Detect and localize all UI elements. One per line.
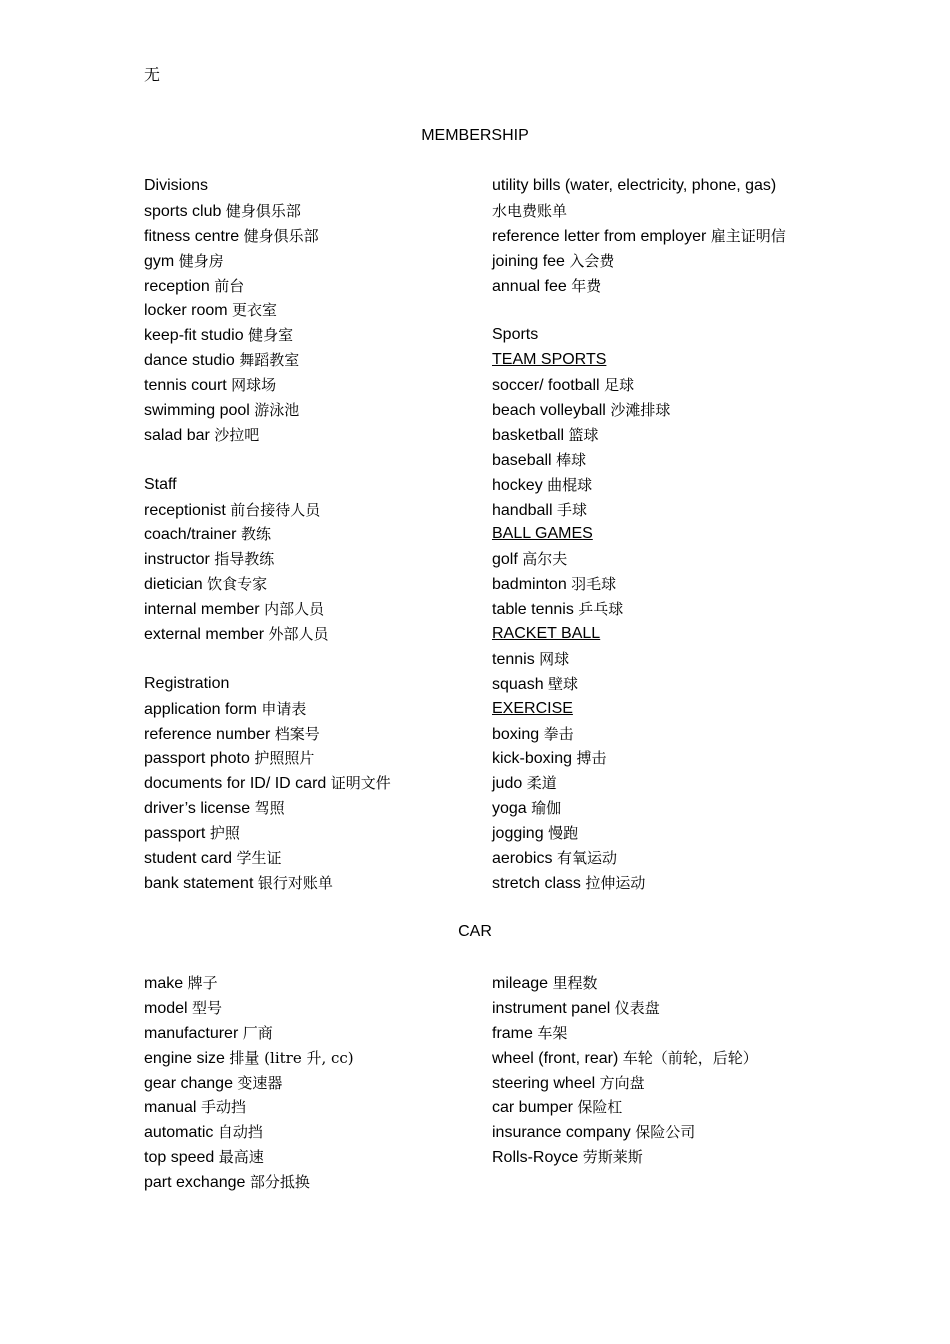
chinese-translation: 羽毛球 (571, 575, 617, 594)
chinese-translation: 更衣室 (232, 301, 278, 320)
vocab-entry (144, 1120, 544, 1145)
english-term: reception (144, 277, 210, 295)
vocab-entry (144, 348, 544, 373)
english-term: squash (492, 675, 544, 693)
section-heading (144, 174, 544, 199)
english-term: car bumper (492, 1099, 573, 1117)
english-term: utility bills (water, electricity, phone, gas) (492, 177, 777, 194)
english-term: dietician (144, 576, 203, 594)
english-term: model (144, 999, 188, 1017)
english-term: manufacturer (144, 1024, 239, 1042)
vocab-entry (144, 224, 544, 249)
english-term: annual fee (492, 277, 567, 295)
english-term: engine size (144, 1049, 225, 1067)
vocab-entry (492, 423, 892, 448)
vocab-entry (144, 1145, 544, 1170)
vocab-entry (492, 224, 892, 249)
vocab-entry (144, 771, 544, 796)
vocab-entry (492, 498, 892, 523)
subsection-heading (492, 522, 892, 547)
vocab-entry (492, 1120, 892, 1145)
english-term: make (144, 975, 184, 992)
english-term: joining fee (492, 252, 565, 270)
english-term: Divisions (144, 177, 209, 194)
english-term: RACKET BALL (492, 625, 601, 643)
vocab-entry (492, 572, 892, 597)
vocab-entry (144, 547, 544, 572)
vocab-entry (492, 448, 892, 473)
english-term: aerobics (492, 850, 553, 868)
section-heading (144, 672, 544, 697)
membership-title: MEMBERSHIP (421, 127, 529, 144)
vocab-entry (492, 821, 892, 846)
chinese-translation: 牌子 (187, 974, 218, 992)
vocab-entry (144, 249, 544, 274)
chinese-translation: 有氧运动 (556, 849, 617, 868)
english-term: application form (144, 700, 257, 718)
chinese-translation: 水电费账单 (492, 201, 568, 220)
english-term: Staff (144, 475, 177, 493)
blank-line (144, 647, 544, 672)
subsection-heading (492, 697, 892, 722)
section-heading (144, 473, 544, 498)
english-term: Rolls-Royce (492, 1149, 579, 1167)
vocab-entry (492, 746, 892, 771)
chinese-translation: 手球 (556, 500, 587, 519)
chinese-translation: 沙滩排球 (610, 401, 671, 420)
vocab-entry (492, 1046, 892, 1071)
chinese-translation: 证明文件 (330, 774, 391, 793)
vocab-entry (492, 1145, 892, 1170)
english-term: TEAM SPORTS (492, 351, 607, 369)
chinese-translation: 瑜伽 (531, 799, 562, 818)
english-term: gear change (144, 1074, 233, 1092)
chinese-translation: 学生证 (236, 849, 282, 868)
english-term: tennis (492, 650, 535, 668)
chinese-translation: 足球 (604, 376, 635, 395)
english-term: baseball (492, 451, 552, 469)
vocab-entry (492, 274, 892, 299)
english-term: beach volleyball (492, 402, 606, 420)
vocab-entry (492, 971, 892, 996)
vocab-entry (492, 174, 892, 199)
english-term: insurance company (492, 1124, 631, 1142)
chinese-translation: 厂商 (242, 1023, 273, 1042)
chinese-translation: 保险公司 (635, 1123, 696, 1142)
english-term: reference number (144, 725, 271, 743)
english-term: student card (144, 850, 233, 868)
vocab-entry (492, 846, 892, 871)
vocab-entry (492, 547, 892, 572)
vocab-entry (144, 298, 544, 323)
vocab-entry (492, 996, 892, 1021)
english-term: judo (492, 775, 523, 793)
vocab-entry (144, 199, 544, 224)
chinese-translation: 搏击 (576, 749, 607, 768)
english-term: internal member (144, 601, 260, 619)
chinese-translation: 篮球 (568, 425, 599, 444)
chinese-translation: 车轮（前轮，后轮） (622, 1048, 758, 1067)
english-term: handball (492, 501, 553, 519)
english-term: passport (144, 825, 206, 843)
english-term: badminton (492, 576, 567, 594)
english-term: jogging (492, 825, 544, 843)
english-term: passport photo (144, 750, 250, 768)
vocab-entry (144, 274, 544, 299)
english-term: yoga (492, 800, 527, 818)
vocab-entry (144, 1170, 544, 1195)
chinese-translation: 最高速 (218, 1148, 264, 1167)
chinese-translation: 档案号 (274, 724, 320, 743)
english-term: soccer/ football (492, 377, 600, 395)
english-term: hockey (492, 476, 543, 494)
chinese-translation: 劳斯莱斯 (582, 1148, 643, 1167)
subsection-heading (492, 622, 892, 647)
chinese-translation: 手动挡 (200, 1098, 246, 1117)
car-left-column (144, 971, 544, 1195)
vocab-entry (144, 373, 544, 398)
vocab-entry (144, 398, 544, 423)
english-term: golf (492, 551, 518, 569)
chinese-translation: 网球场 (231, 376, 277, 395)
english-term: gym (144, 252, 175, 270)
chinese-translation: 入会费 (569, 251, 615, 270)
vocab-entry (492, 1071, 892, 1096)
english-term: dance studio (144, 352, 235, 370)
chinese-translation: 银行对账单 (257, 873, 333, 892)
chinese-translation: 部分抵换 (249, 1173, 310, 1192)
vocab-entry (144, 498, 544, 523)
vocab-entry (144, 1021, 544, 1046)
english-term: instructor (144, 551, 210, 569)
english-term: coach/trainer (144, 526, 237, 544)
chinese-translation: 舞蹈教室 (239, 351, 300, 370)
vocab-entry (492, 597, 892, 622)
chinese-translation: 拳击 (543, 724, 574, 743)
membership-left-column (144, 174, 544, 896)
chinese-translation: 网球 (539, 649, 570, 668)
english-term: keep-fit studio (144, 327, 244, 345)
english-term: manual (144, 1099, 197, 1117)
vocab-entry (144, 572, 544, 597)
english-term: mileage (492, 975, 549, 992)
vocab-entry (492, 199, 892, 224)
chinese-translation: 棒球 (556, 450, 587, 469)
vocab-entry (144, 971, 544, 996)
vocab-entry (144, 323, 544, 348)
vocab-entry (492, 1095, 892, 1120)
vocab-entry (144, 796, 544, 821)
vocab-entry (492, 871, 892, 896)
vocab-entry (144, 522, 544, 547)
vocab-entry (492, 473, 892, 498)
english-term: bank statement (144, 874, 254, 892)
chinese-translation: 仪表盘 (614, 998, 660, 1017)
english-term: wheel (front, rear) (492, 1049, 619, 1067)
blank-line (144, 448, 544, 473)
chinese-translation: 护照 (209, 824, 240, 843)
english-term: Sports (492, 326, 539, 344)
chinese-translation: 型号 (192, 998, 223, 1017)
english-term: kick-boxing (492, 750, 573, 768)
chinese-translation: 护照照片 (254, 749, 315, 768)
membership-right-column (492, 174, 892, 896)
vocab-entry (144, 746, 544, 771)
chinese-translation: 雇主证明信 (710, 226, 786, 245)
english-term: table tennis (492, 601, 574, 619)
chinese-translation: 年费 (571, 276, 602, 295)
vocab-entry (492, 249, 892, 274)
vocab-entry (492, 771, 892, 796)
chinese-translation: 前台接待人员 (230, 500, 321, 519)
chinese-translation: 健身室 (248, 326, 294, 345)
vocab-entry (492, 796, 892, 821)
chinese-translation: 自动挡 (217, 1123, 263, 1142)
chinese-translation: 外部人员 (268, 625, 329, 644)
vocab-entry (144, 423, 544, 448)
chinese-translation: 内部人员 (264, 600, 325, 619)
vocab-entry (492, 1021, 892, 1046)
english-term: receptionist (144, 501, 226, 519)
chinese-translation: 健身房 (178, 251, 224, 270)
chinese-translation: 曲棍球 (547, 475, 593, 494)
chinese-translation: 指导教练 (214, 550, 275, 569)
chinese-translation: 柔道 (526, 774, 557, 793)
chinese-translation: 车架 (537, 1023, 568, 1042)
english-term: automatic (144, 1124, 214, 1142)
vocab-entry (492, 373, 892, 398)
chinese-translation: 拉伸运动 (585, 873, 646, 892)
section-heading (492, 323, 892, 348)
vocab-entry (492, 398, 892, 423)
car-title: CAR (458, 923, 492, 940)
car-right-column (492, 971, 892, 1170)
chinese-translation: 高尔夫 (522, 550, 568, 569)
vocab-entry (144, 996, 544, 1021)
english-term: salad bar (144, 426, 210, 444)
english-term: swimming pool (144, 402, 250, 420)
chinese-translation: 饮食专家 (207, 575, 268, 594)
english-term: sports club (144, 202, 222, 220)
english-term: fitness centre (144, 227, 240, 245)
chinese-translation: 里程数 (552, 974, 598, 992)
chinese-translation: 方向盘 (599, 1073, 645, 1092)
vocab-entry (144, 1071, 544, 1096)
vocab-entry (144, 722, 544, 747)
vocab-entry (144, 622, 544, 647)
subsection-heading (492, 348, 892, 373)
vocab-entry (144, 597, 544, 622)
chinese-translation: 申请表 (261, 699, 307, 718)
chinese-translation: 排量 (litre 升, cc) (229, 1048, 354, 1067)
english-term: documents for ID/ ID card (144, 775, 327, 793)
vocab-entry (144, 1046, 544, 1071)
english-term: Registration (144, 674, 230, 692)
vocab-entry (492, 647, 892, 672)
english-term: instrument panel (492, 999, 611, 1017)
chinese-translation: 保险杠 (577, 1098, 623, 1117)
vocab-entry (144, 697, 544, 722)
english-term: frame (492, 1024, 533, 1042)
chinese-translation: 健身俱乐部 (243, 226, 319, 245)
english-term: stretch class (492, 874, 581, 892)
english-term: part exchange (144, 1174, 246, 1192)
chinese-translation: 沙拉吧 (214, 425, 260, 444)
chinese-translation: 变速器 (237, 1073, 283, 1092)
english-term: steering wheel (492, 1074, 596, 1092)
english-term: driver’s license (144, 800, 251, 818)
english-term: EXERCISE (492, 699, 573, 717)
chinese-translation: 乒乓球 (578, 600, 624, 619)
chinese-translation: 游泳池 (254, 401, 300, 420)
english-term: basketball (492, 426, 565, 444)
english-term: top speed (144, 1149, 215, 1167)
vocab-entry (144, 871, 544, 896)
english-term: BALL GAMES (492, 525, 593, 543)
chinese-translation: 教练 (240, 525, 271, 544)
chinese-translation: 前台 (214, 276, 245, 295)
vocab-entry (144, 821, 544, 846)
vocab-entry (492, 672, 892, 697)
english-term: boxing (492, 725, 540, 743)
vocab-entry (144, 846, 544, 871)
vocab-entry (144, 1095, 544, 1120)
chinese-translation: 健身俱乐部 (225, 201, 301, 220)
english-term: external member (144, 626, 265, 644)
vocab-entry (492, 722, 892, 747)
english-term: reference letter from employer (492, 227, 707, 245)
chinese-translation: 壁球 (548, 674, 579, 693)
corner-text: 无 (144, 67, 161, 84)
english-term: tennis court (144, 377, 227, 395)
chinese-translation: 慢跑 (548, 824, 579, 843)
chinese-translation: 驾照 (254, 799, 285, 818)
english-term: locker room (144, 302, 228, 320)
blank-line (492, 298, 892, 323)
